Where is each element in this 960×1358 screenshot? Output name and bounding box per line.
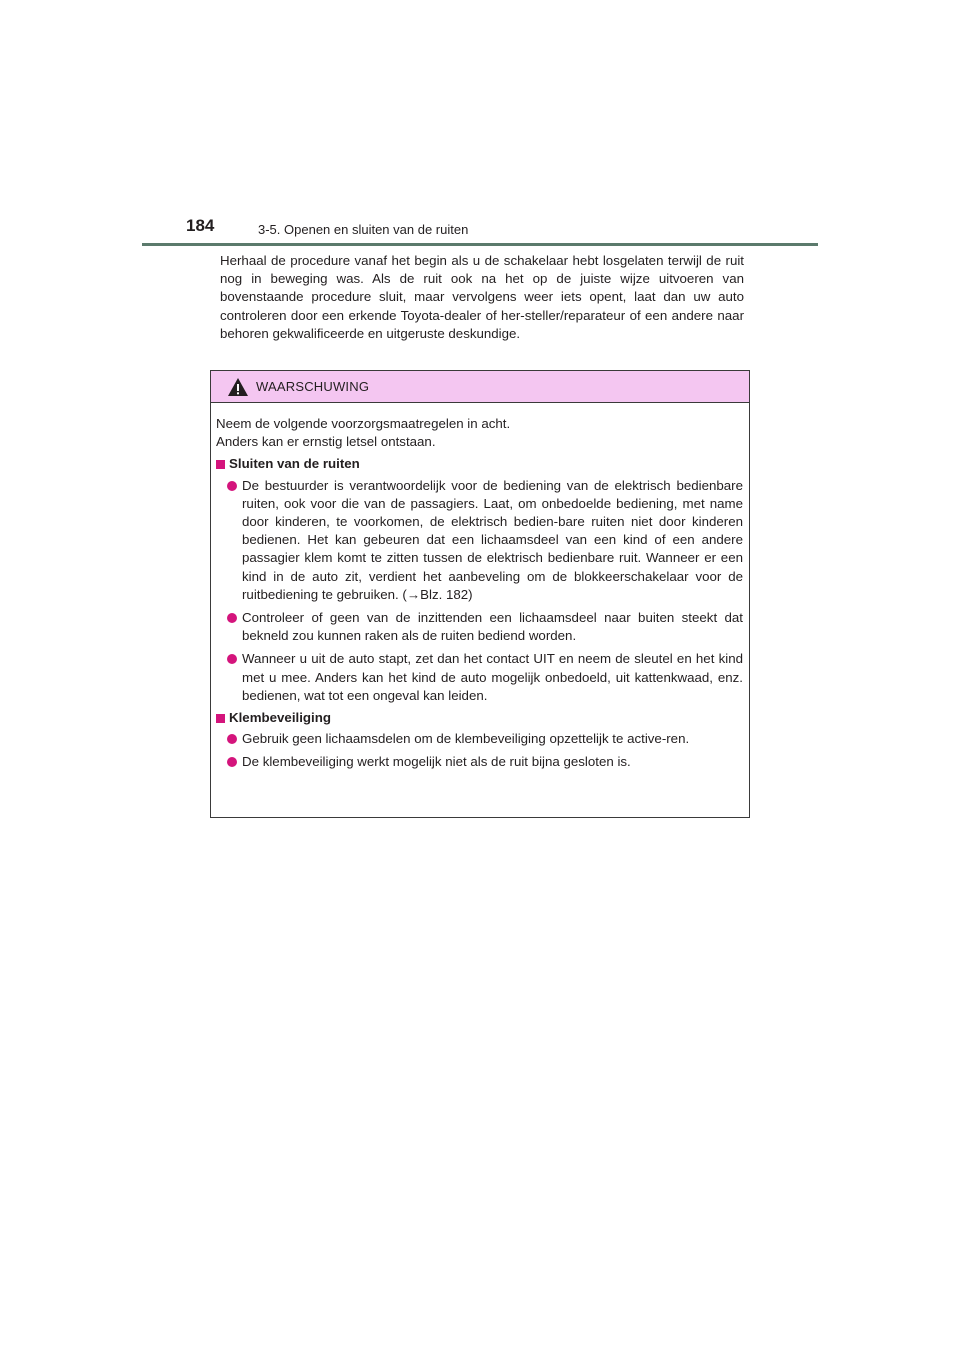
square-bullet-icon [216, 460, 225, 469]
section-heading [216, 455, 743, 473]
header-divider [142, 243, 818, 246]
section-heading [216, 709, 743, 727]
warning-intro-line: Anders kan er ernstig letsel ontstaan. [216, 434, 436, 450]
section-title: 3-5. Openen en sluiten van de ruiten [258, 222, 469, 237]
round-bullet-icon [227, 613, 237, 623]
warning-header [211, 371, 749, 403]
warning-triangle-icon [227, 377, 249, 397]
list-item [216, 753, 743, 771]
warning-section [216, 709, 743, 772]
section-heading-text: Klembeveiliging [229, 710, 331, 726]
square-bullet-icon [216, 714, 225, 723]
list-item-text: Controleer of geen van de inzittenden een lichaamsdeel naar buiten steekt dat bekneld zou kunnen raken als de ruiten bediend worden. [242, 610, 743, 644]
warning-title: WAARSCHUWING [256, 379, 370, 394]
page-number: 184 [186, 216, 215, 235]
round-bullet-icon [227, 734, 237, 744]
intro-paragraph: Herhaal de procedure vanaf het begin als u de schakelaar hebt losgelaten terwijl de ruit nog in beweging was. Als de ruit ook na het op de juiste wijze uitvoeren van bovenstaande procedure sluit, maar vervolgens weer iets opent, laat dan uw auto controleren door een erkende Toyota-dealer of her-steller/reparateur of een andere naar behoren gekwalificeerde en uitgeruste deskundige. [220, 253, 744, 341]
list-item [216, 477, 743, 604]
warning-body [211, 403, 749, 772]
list-item-text: De klembeveiliging werkt mogelijk niet als de ruit bijna gesloten is. [242, 754, 631, 770]
round-bullet-icon [227, 481, 237, 491]
list-item [216, 730, 743, 748]
list-item [216, 609, 743, 645]
list-item-text: Gebruik geen lichaamsdelen om de klembeveiliging opzettelijk te active-ren. [242, 731, 690, 747]
list-item-text: De bestuurder is verantwoordelijk voor de bediening van de elektrisch bedienbare ruiten, ook voor die van de passagiers. Laat, om onbedoelde bediening, met name door kinderen, te voorkomen, de elektrisch bedien-bare ruiten niet door kinderen bedienen. Het kan gebeuren dat een lichaamsdeel van een kind of een andere passagier klem komt te zitten tussen de elektrisch bedienbare ruit. Wanneer er een kind in de auto zit, verdient het aanbeveling om de blokkeerschakelaar voor de ruitbediening te gebruiken. (→Blz. 182) [242, 477, 743, 602]
section-heading-text: Sluiten van de ruiten [229, 456, 360, 472]
list-item [216, 650, 743, 705]
list-item-text: Wanneer u uit de auto stapt, zet dan het contact UIT en neem de sleutel en het kind met u mee. Anders kan het kind de auto mogelijk onbedoeld, uit kattenkwaad, enz. bedienen, wat tot een ongeval kan leiden. [242, 651, 743, 703]
warning-box [210, 370, 750, 818]
warning-section [216, 455, 743, 705]
round-bullet-icon [227, 757, 237, 767]
warning-intro-line: Neem de volgende voorzorgsmaatregelen in acht. [216, 416, 511, 431]
round-bullet-icon [227, 654, 237, 664]
